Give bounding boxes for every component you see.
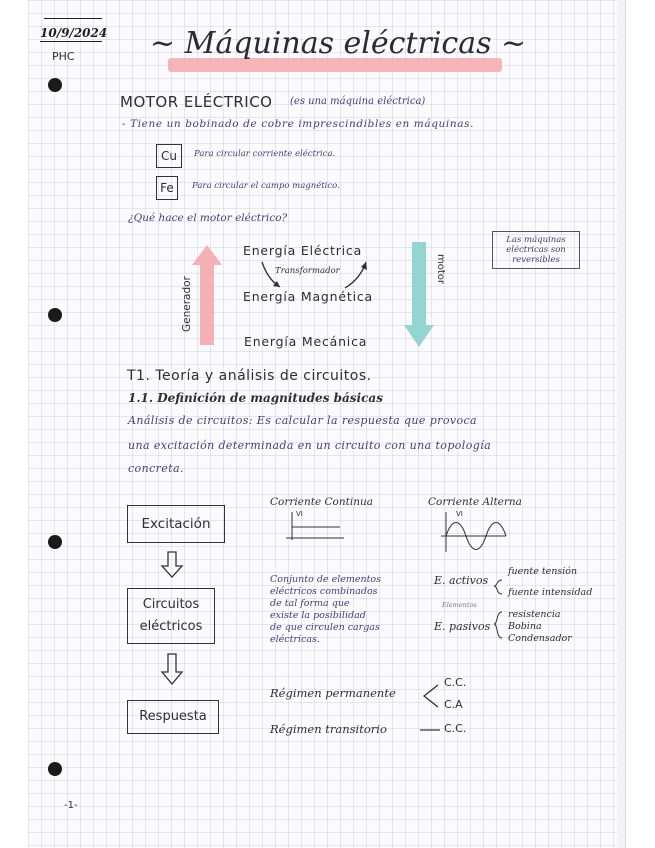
motor-label: motor xyxy=(435,254,446,285)
energia-mecanica: Energía Mecánica xyxy=(244,334,368,349)
cc-permanente: C.C. xyxy=(444,676,467,689)
ca-permanente: C.A xyxy=(444,698,463,711)
note-line: eléctricas son xyxy=(506,245,566,255)
down-arrow xyxy=(162,654,182,684)
conjunto-line: existe la posibilidad xyxy=(270,610,366,621)
conjunto-line: eléctricos combinados xyxy=(270,586,378,597)
motor-heading-note: (es una máquina eléctrica) xyxy=(290,96,426,107)
t1-title: T1. Teoría y análisis de circuitos. xyxy=(127,368,372,384)
generador-label: Generador xyxy=(181,276,193,332)
conjunto-line: de que circulen cargas xyxy=(270,622,380,633)
condensador: Condensador xyxy=(508,633,572,644)
motor-question: ¿Qué hace el motor eléctrico? xyxy=(128,212,288,224)
fe-box: Fe xyxy=(156,176,178,200)
cu-text: Para circular corriente eléctrica. xyxy=(194,149,336,159)
respuesta-box: Respuesta xyxy=(127,700,219,734)
motor-heading: MOTOR ELÉCTRICO xyxy=(120,93,273,111)
note-line: reversibles xyxy=(512,255,560,265)
conjunto-line: de tal forma que xyxy=(270,598,350,609)
down-arrow xyxy=(162,552,182,577)
vi-ac: VI xyxy=(456,510,463,518)
excitacion-box: Excitación xyxy=(127,505,225,543)
regimen-permanente: Régimen permanente xyxy=(270,686,396,700)
conjunto-line: eléctricas. xyxy=(270,634,320,645)
conjunto-line: Conjunto de elementos xyxy=(270,574,382,585)
conjunto-text xyxy=(270,574,381,646)
note-line: Las máquinas xyxy=(506,235,566,245)
t1-subtitle: 1.1. Definición de magnitudes básicas xyxy=(128,391,383,405)
t1-line1: Análisis de circuitos: Es calcular la respuesta que provoca xyxy=(128,414,478,427)
motor-line1: - Tiene un bobinado de cobre imprescindibles en máquinas. xyxy=(122,118,475,130)
page-number: -1- xyxy=(64,800,78,811)
energia-magnetica: Energía Magnética xyxy=(243,289,373,304)
cu-box: Cu xyxy=(156,144,182,168)
transformador-label: Transformador xyxy=(275,266,340,276)
fe-text: Para circular el campo magnético. xyxy=(192,181,340,191)
fuente-tension: fuente tensión xyxy=(508,566,578,577)
circuitos-line: eléctricos xyxy=(139,619,203,634)
resistencia: resistencia xyxy=(508,609,561,620)
ca-label: Corriente Alterna xyxy=(428,496,522,508)
pasivos-label: E. pasivos xyxy=(434,620,491,633)
page-title: ~ Máquinas eléctricas ~ xyxy=(150,26,527,61)
course-code: PHC xyxy=(52,50,75,63)
activos-label: E. activos xyxy=(434,574,489,587)
energia-electrica: Energía Eléctrica xyxy=(243,243,363,258)
circuitos-line: Circuitos xyxy=(142,597,200,612)
t1-line2: una excitación determinada en un circuito con una topología xyxy=(128,439,492,452)
vi-dc: VI xyxy=(296,510,303,518)
regimen-transitorio: Régimen transitorio xyxy=(270,722,387,736)
fuente-intensidad: fuente intensidad xyxy=(508,587,593,598)
t1-line3: concreta. xyxy=(128,462,184,475)
bobina: Bobina xyxy=(508,621,542,632)
date: 10/9/2024 xyxy=(40,26,108,40)
elementos-label: Elementos xyxy=(442,601,477,609)
cc-label: Corriente Continua xyxy=(270,496,373,508)
cc-transitorio: C.C. xyxy=(444,722,467,735)
